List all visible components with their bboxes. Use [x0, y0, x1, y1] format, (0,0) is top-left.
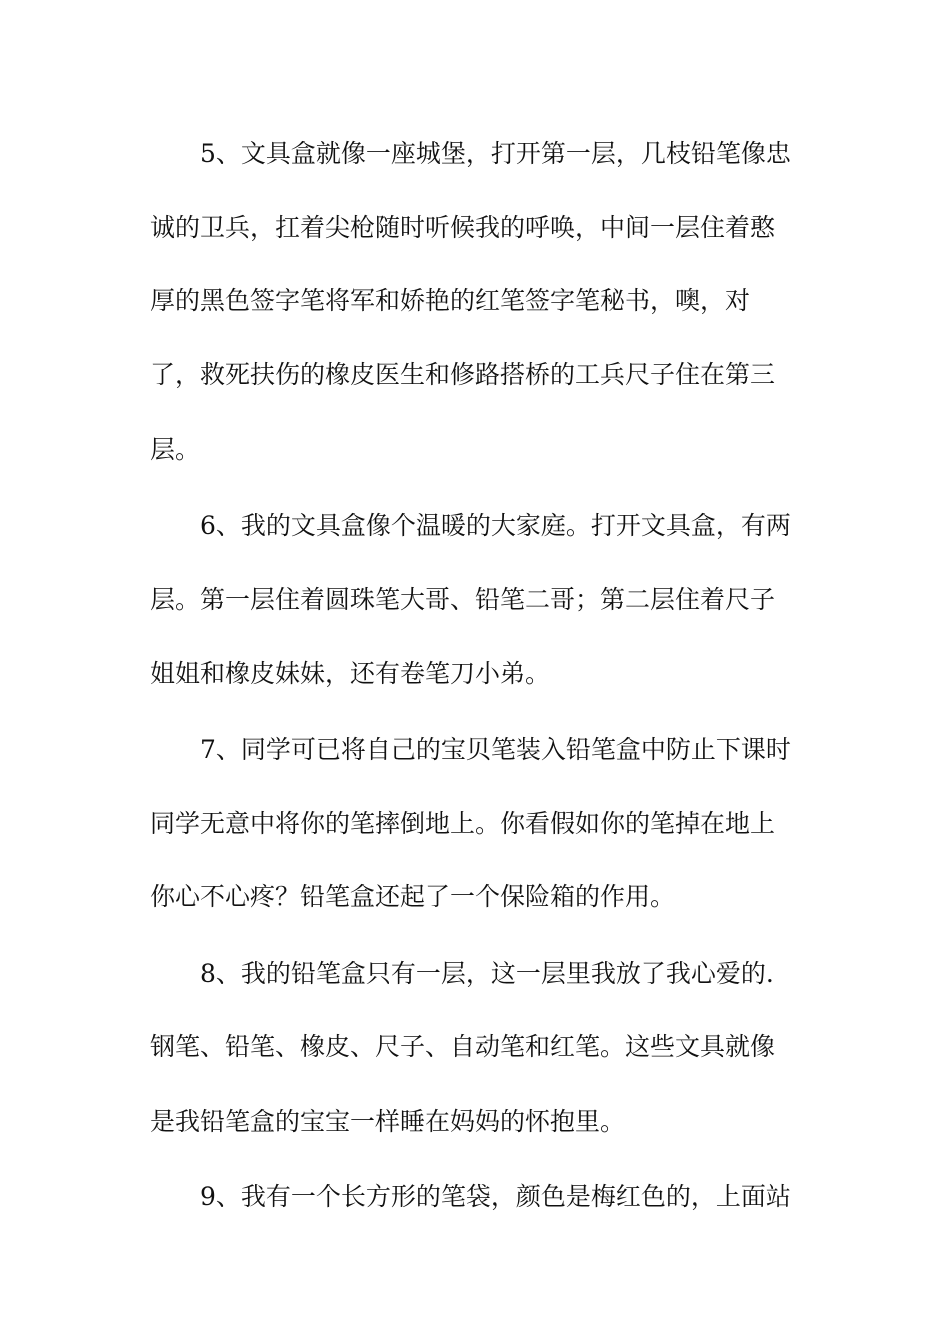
- paragraph-7-line-1: 7、同学可已将自己的宝贝笔装入铅笔盒中防止下课时: [200, 735, 791, 764]
- paragraph-7-line-3: 你心不心疼？铅笔盒还起了一个保险箱的作用。: [150, 882, 676, 911]
- paragraph-7-line-2: 同学无意中将你的笔摔倒地上。你看假如你的笔掉在地上: [150, 809, 776, 838]
- paragraph-5-line-1: 5、文具盒就像一座城堡，打开第一层，几枝铅笔像忠: [200, 139, 791, 168]
- paragraph-5-line-2: 诚的卫兵，扛着尖枪随时听候我的呼唤，中间一层住着憨: [150, 213, 776, 242]
- paragraph-6-line-3: 姐姐和橡皮妹妹，还有卷笔刀小弟。: [150, 659, 551, 688]
- paragraph-8-line-3: 是我铅笔盒的宝宝一样睡在妈妈的怀抱里。: [150, 1107, 626, 1136]
- paragraph-6-line-1: 6、我的文具盒像个温暖的大家庭。打开文具盒，有两: [200, 511, 791, 540]
- paragraph-6-line-2: 层。第一层住着圆珠笔大哥、铅笔二哥；第二层住着尺子: [150, 585, 776, 614]
- paragraph-8-line-1: 8、我的铅笔盒只有一层，这一层里我放了我心爱的.: [200, 959, 774, 988]
- paragraph-5-line-3: 厚的黑色签字笔将军和娇艳的红笔签字笔秘书，噢，对: [150, 286, 751, 315]
- paragraph-9-line-1: 9、我有一个长方形的笔袋，颜色是梅红色的，上面站: [200, 1182, 791, 1211]
- paragraph-8-line-2: 钢笔、铅笔、橡皮、尺子、自动笔和红笔。这些文具就像: [150, 1032, 776, 1061]
- paragraph-5-line-5: 层。: [150, 435, 201, 464]
- paragraph-5-line-4: 了，救死扶伤的橡皮医生和修路搭桥的工兵尺子住在第三: [150, 360, 776, 389]
